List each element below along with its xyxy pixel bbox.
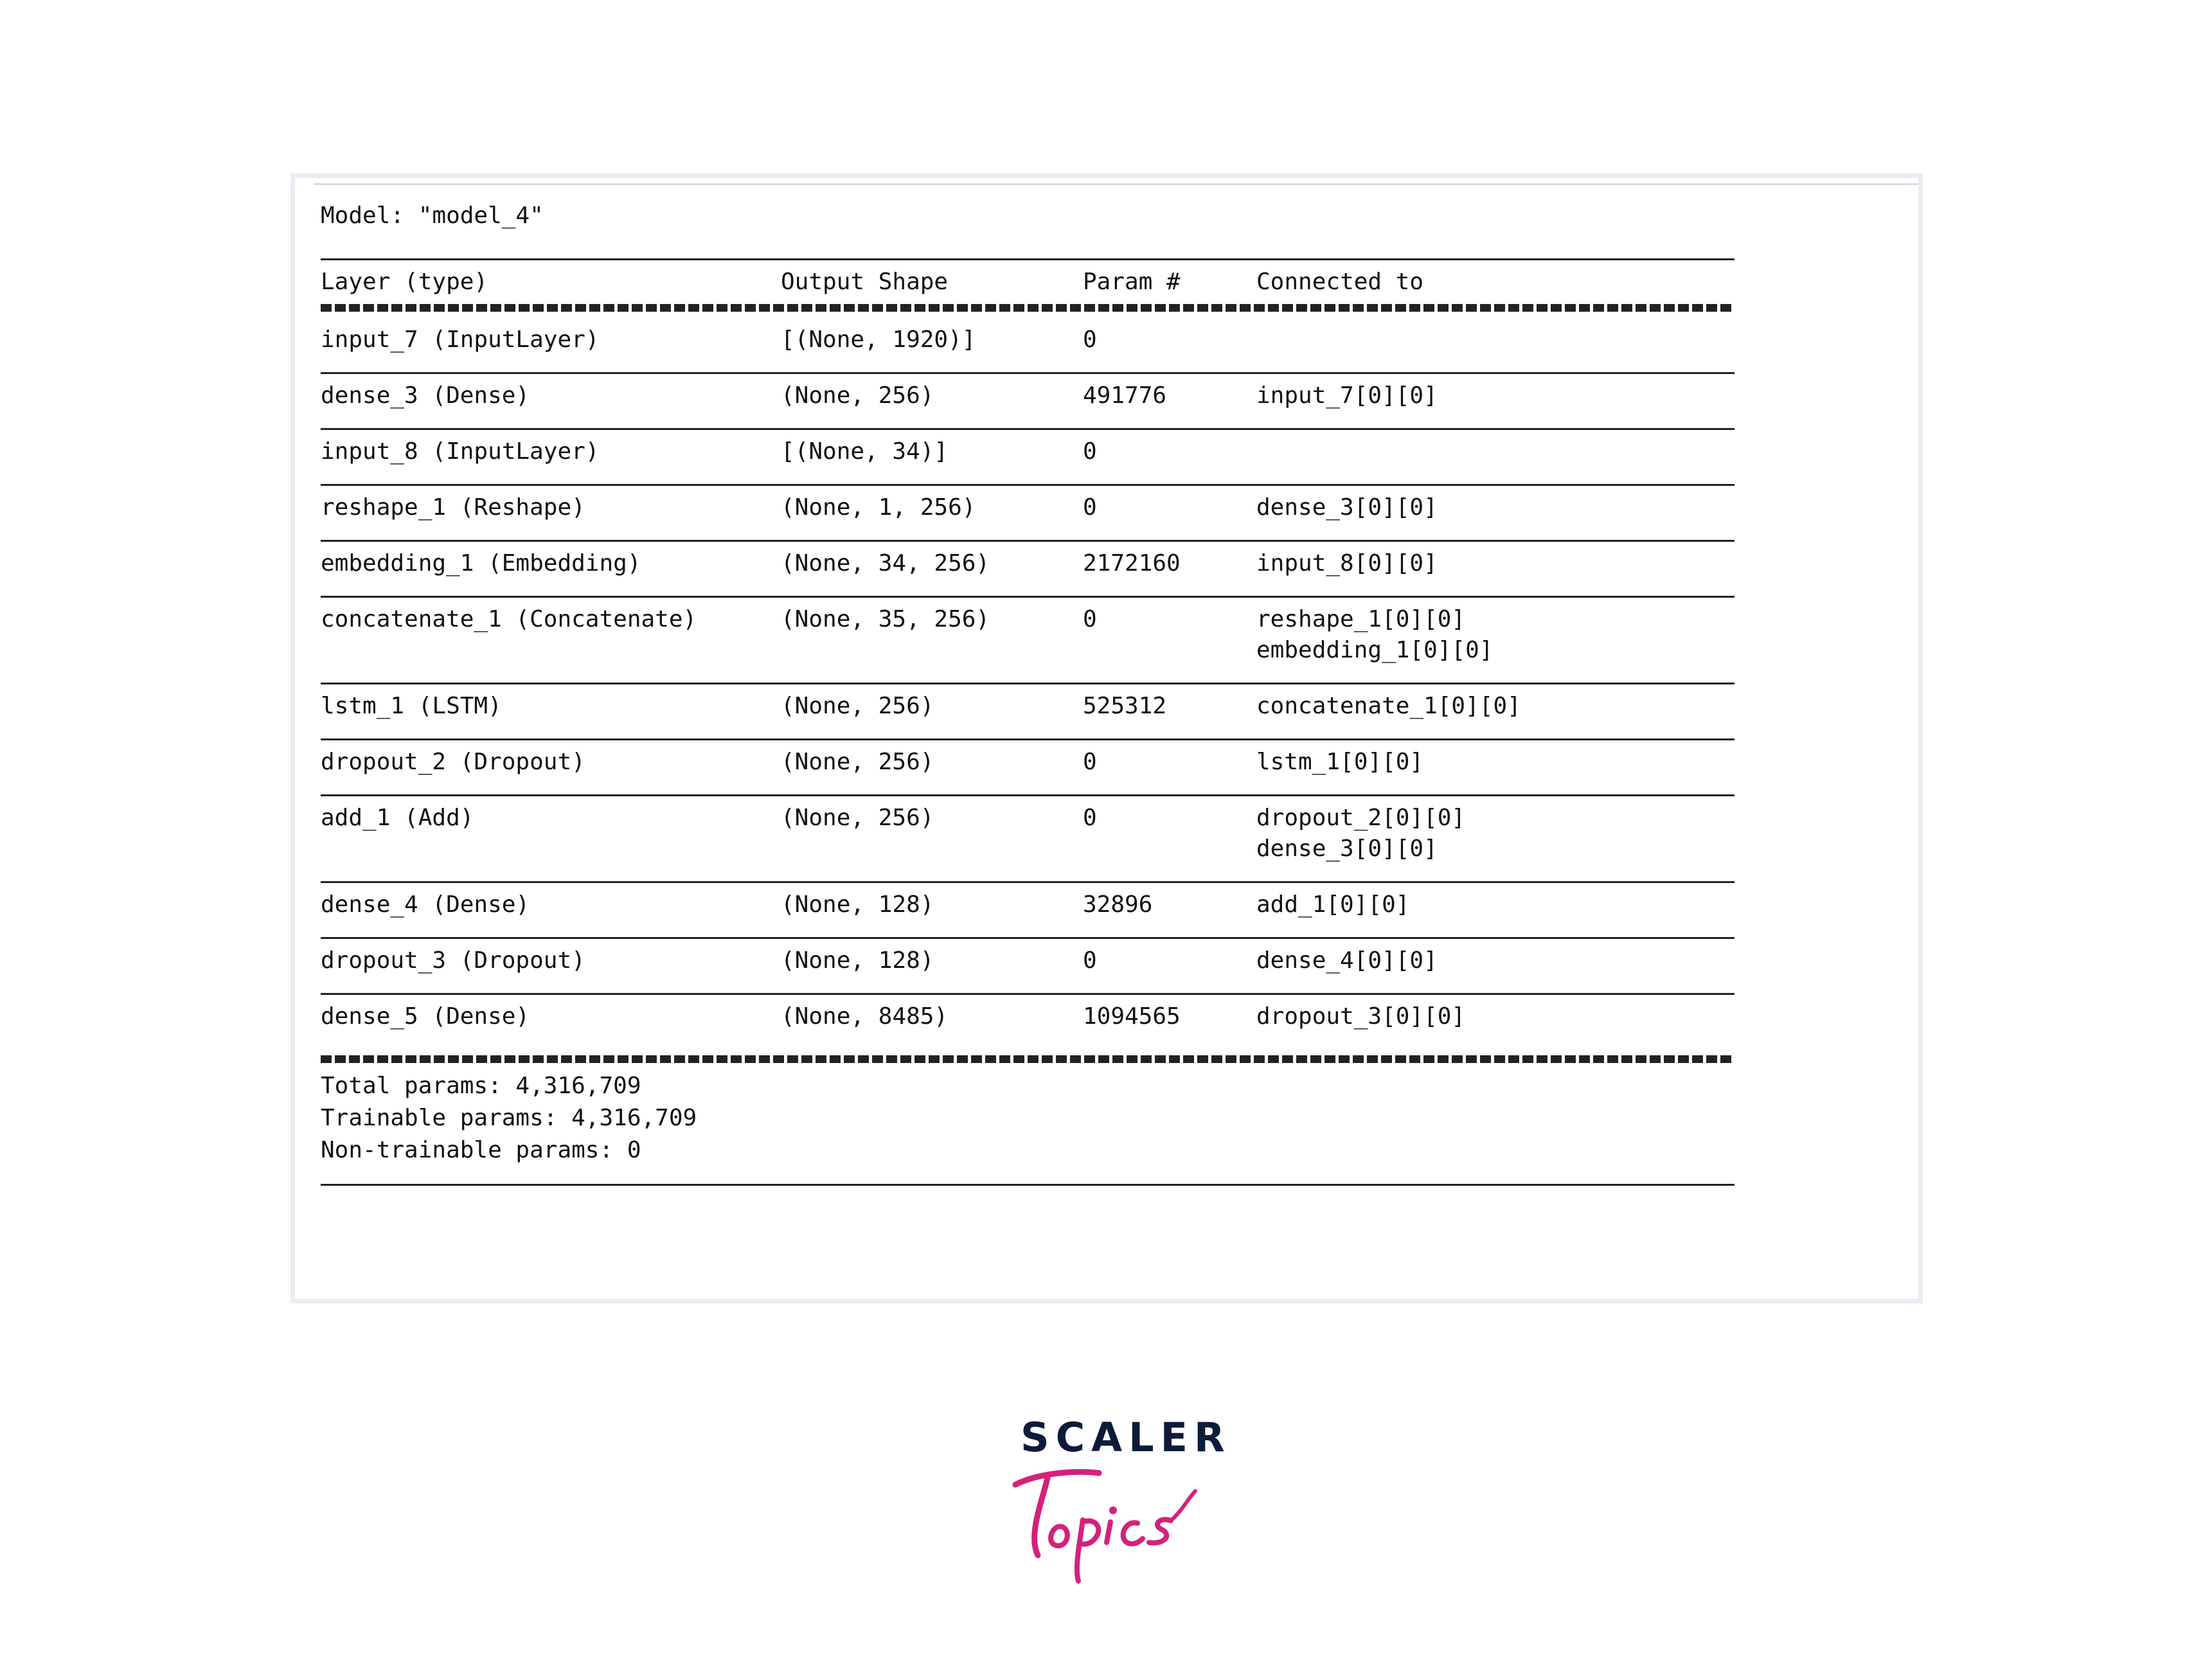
footer-bottom-rule bbox=[321, 1184, 1735, 1186]
logo-wordmark: SCALER bbox=[1021, 1414, 1231, 1461]
param-cell: 0 bbox=[1083, 494, 1097, 521]
connected-entry: lstm_1[0][0] bbox=[1256, 749, 1424, 775]
connected-entry: input_7[0][0] bbox=[1256, 382, 1438, 409]
param-cell: 0 bbox=[1083, 805, 1097, 831]
connected-entry: dense_4[0][0] bbox=[1256, 947, 1438, 974]
connected-cell bbox=[1256, 325, 1735, 355]
table-row bbox=[321, 883, 1735, 937]
connected-entry: dense_3[0][0] bbox=[1256, 836, 1438, 862]
param-cell: 0 bbox=[1083, 749, 1097, 775]
connected-entry: dense_3[0][0] bbox=[1256, 494, 1438, 521]
output-shape-cell: [(None, 34)] bbox=[781, 438, 949, 465]
connected-cell bbox=[1256, 1001, 1735, 1032]
connected-cell bbox=[1256, 436, 1735, 467]
connected-entry: embedding_1[0][0] bbox=[1256, 637, 1494, 663]
table-row bbox=[321, 995, 1735, 1049]
trainable-params: Trainable params: 4,316,709 bbox=[321, 1105, 697, 1131]
layer-cell: dropout_2 (Dropout) bbox=[321, 749, 585, 775]
layer-cell: add_1 (Add) bbox=[321, 805, 474, 831]
output-shape-cell: (None, 256) bbox=[781, 693, 934, 719]
connected-cell bbox=[1256, 380, 1735, 411]
header-output-shape: Output Shape bbox=[781, 269, 949, 295]
output-shape-cell: (None, 1, 256) bbox=[781, 494, 976, 521]
output-shape-cell: (None, 35, 256) bbox=[781, 606, 990, 632]
layer-cell: dropout_3 (Dropout) bbox=[321, 947, 585, 974]
param-totals bbox=[321, 1069, 1735, 1184]
output-shape-cell: (None, 8485) bbox=[781, 1003, 949, 1030]
header-layer: Layer (type) bbox=[321, 269, 488, 295]
table-header-row bbox=[321, 260, 1735, 298]
scaler-topics-logo bbox=[1003, 1414, 1231, 1587]
param-cell: 0 bbox=[1083, 326, 1097, 353]
connected-cell bbox=[1256, 604, 1735, 666]
connected-entry: dropout_3[0][0] bbox=[1256, 1003, 1466, 1030]
layer-cell: embedding_1 (Embedding) bbox=[321, 550, 641, 576]
table-row bbox=[321, 598, 1735, 683]
connected-entry: concatenate_1[0][0] bbox=[1256, 693, 1521, 719]
model-summary-panel bbox=[290, 174, 1923, 1303]
output-shape-cell: (None, 256) bbox=[781, 805, 934, 831]
layer-cell: concatenate_1 (Concatenate) bbox=[321, 606, 697, 632]
layer-cell: dense_4 (Dense) bbox=[321, 891, 530, 918]
connected-entry: reshape_1[0][0] bbox=[1256, 606, 1466, 632]
table-row bbox=[321, 796, 1735, 881]
table-row bbox=[321, 374, 1735, 428]
connected-cell bbox=[1256, 691, 1735, 722]
model-title: Model: "model_4" bbox=[321, 202, 544, 229]
connected-entry: add_1[0][0] bbox=[1256, 891, 1410, 918]
output-shape-cell: (None, 128) bbox=[781, 947, 934, 974]
layer-cell: input_7 (InputLayer) bbox=[321, 326, 600, 353]
output-shape-cell: (None, 256) bbox=[781, 749, 934, 775]
param-cell: 2172160 bbox=[1083, 550, 1181, 576]
header-double-rule bbox=[321, 304, 1735, 312]
layer-cell: input_8 (InputLayer) bbox=[321, 438, 600, 465]
table-row bbox=[321, 430, 1735, 484]
connected-cell bbox=[1256, 889, 1735, 920]
output-shape-cell: [(None, 1920)] bbox=[781, 326, 976, 353]
param-cell: 491776 bbox=[1083, 382, 1167, 409]
param-cell: 0 bbox=[1083, 947, 1097, 974]
table-row bbox=[321, 542, 1735, 596]
total-params: Total params: 4,316,709 bbox=[321, 1073, 641, 1099]
model-summary bbox=[321, 201, 1735, 1186]
output-shape-cell: (None, 256) bbox=[781, 382, 934, 409]
connected-cell bbox=[1256, 492, 1735, 523]
output-shape-cell: (None, 34, 256) bbox=[781, 550, 990, 576]
table-row bbox=[321, 684, 1735, 738]
param-cell: 0 bbox=[1083, 606, 1097, 632]
non-trainable-params: Non-trainable params: 0 bbox=[321, 1137, 641, 1163]
header-param: Param # bbox=[1083, 269, 1181, 295]
layer-cell: reshape_1 (Reshape) bbox=[321, 494, 585, 521]
header-connected: Connected to bbox=[1256, 269, 1424, 295]
param-cell: 1094565 bbox=[1083, 1003, 1181, 1030]
connected-cell bbox=[1256, 803, 1735, 864]
table-row bbox=[321, 486, 1735, 540]
layer-cell: dense_5 (Dense) bbox=[321, 1003, 530, 1030]
param-cell: 0 bbox=[1083, 438, 1097, 465]
panel-top-divider bbox=[314, 183, 1918, 185]
layer-cell: lstm_1 (LSTM) bbox=[321, 693, 502, 719]
output-shape-cell: (None, 128) bbox=[781, 891, 934, 918]
footer-double-rule bbox=[321, 1055, 1735, 1063]
table-row bbox=[321, 740, 1735, 794]
table-row bbox=[321, 318, 1735, 372]
table-row bbox=[321, 939, 1735, 993]
layer-rows bbox=[321, 318, 1735, 1049]
layer-cell: dense_3 (Dense) bbox=[321, 382, 530, 409]
param-cell: 525312 bbox=[1083, 693, 1167, 719]
connected-cell bbox=[1256, 945, 1735, 976]
connected-entry: dropout_2[0][0] bbox=[1256, 805, 1466, 831]
connected-cell bbox=[1256, 548, 1735, 579]
param-cell: 32896 bbox=[1083, 891, 1153, 918]
logo-script bbox=[1003, 1459, 1208, 1587]
connected-entry: input_8[0][0] bbox=[1256, 550, 1438, 576]
connected-cell bbox=[1256, 747, 1735, 778]
